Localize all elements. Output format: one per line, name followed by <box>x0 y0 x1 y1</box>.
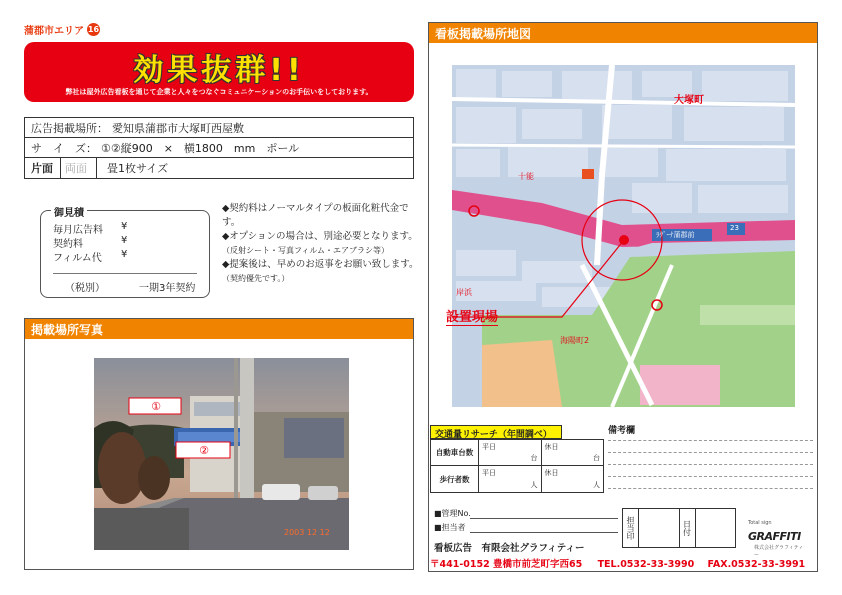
map-route-number: 23 <box>730 224 739 232</box>
row-label: 歩行者数 <box>431 466 479 492</box>
date-field[interactable] <box>696 509 736 547</box>
map-label-jujo: 十能 <box>518 172 534 181</box>
estimate-value: ¥ <box>121 221 128 232</box>
note-3: ◆提案後は、早めのお返事をお願い致します。 <box>222 259 419 270</box>
remarks-title: 備考欄 <box>608 426 636 436</box>
traffic-research <box>428 425 602 493</box>
person-in-charge-line <box>470 532 618 533</box>
estimate-row <box>53 235 127 250</box>
remarks-line <box>608 464 813 465</box>
photo-marker-1: ① <box>151 400 161 413</box>
note-2-detail: （反射シート・写真フィルム・エアブラシ等） <box>222 246 390 255</box>
estimate-title: 御見積 <box>51 204 87 219</box>
unit-label: 台 <box>530 454 538 462</box>
unit-label: 台 <box>593 454 600 462</box>
location-row <box>25 118 413 138</box>
headline-banner <box>24 42 414 102</box>
note-1: ◆契約料はノーマルタイプの板面化粧代金です。 <box>222 203 409 228</box>
manager-no-label: ■管理No. <box>434 509 471 518</box>
logo-tagline: Total sign <box>748 520 772 526</box>
banner-subtitle: 弊社は屋外広告看板を通じて企業と人々をつなぐコミュニケーションのお手伝いをしております。 <box>65 88 373 96</box>
estimate-footer <box>65 279 195 294</box>
location-value: 愛知県蒲郡市大塚町西屋敷 <box>112 121 244 135</box>
map-section-title: 看板掲載場所地図 <box>429 23 817 43</box>
remarks-line <box>608 476 813 477</box>
person-in-charge-label: ■担当者 <box>434 523 466 532</box>
notes <box>222 202 422 286</box>
company-name: 看板広告 有限会社グラフィティー <box>434 543 585 554</box>
company-address: 〒441-0152 豊橋市前芝町字西65 <box>430 559 583 570</box>
location-label: 広告掲載場所： <box>31 121 108 135</box>
manager-no-line <box>470 518 618 519</box>
side-double: 両面 <box>61 158 97 178</box>
holiday-cell <box>542 440 604 465</box>
estimate-row <box>53 249 127 264</box>
logo-japanese: 株式会社グラフィティー <box>754 545 804 558</box>
weekday-cell <box>479 440 542 465</box>
map-label-town: 大塚町 <box>674 95 704 106</box>
location-map <box>452 65 795 407</box>
divider <box>53 273 197 274</box>
logo-wordmark: GRAFFITI <box>748 530 801 543</box>
remarks-line <box>608 452 813 453</box>
tax-note: （税別） <box>65 283 105 294</box>
company-tel: TEL.0532-33-3990 <box>597 559 695 570</box>
research-table <box>430 439 604 493</box>
photo-section-title: 掲載場所写真 <box>25 319 413 339</box>
area-title-text: 蒲郡市エリア <box>24 26 84 37</box>
map-label-kaiyo: 海陽町2 <box>560 336 590 345</box>
photo-marker-2: ② <box>199 444 209 457</box>
note-3-detail: （契約優先です。） <box>222 274 290 283</box>
remarks-line <box>608 440 813 441</box>
estimate-value: ¥ <box>121 249 128 260</box>
date-label: 日付 <box>680 509 696 547</box>
company-contact <box>430 556 805 570</box>
setting-site-label: 設置現場 <box>446 306 498 326</box>
table-row <box>431 440 603 466</box>
weekday-label: 平日 <box>482 443 496 451</box>
photo-date-stamp: 2003 12 12 <box>284 528 330 537</box>
weekday-label: 平日 <box>482 469 496 477</box>
company-logo <box>748 520 808 558</box>
company-fax: FAX.0532-33-3991 <box>707 559 806 570</box>
estimate-label: フィルム代 <box>53 253 102 264</box>
contract-term: 一期3年契約 <box>139 283 196 294</box>
holiday-label: 休日 <box>544 469 559 477</box>
estimate-value: ¥ <box>121 235 128 246</box>
map-label-station: ﾗｸﾞｰﾅ蒲郡前 <box>656 231 695 239</box>
weekday-cell <box>479 466 542 492</box>
research-title: 交通量リサーチ（年間調べ） <box>430 425 562 439</box>
holiday-cell <box>542 466 604 492</box>
estimate-label: 毎月広告料 <box>53 225 103 236</box>
side-value: 畳1枚サイズ <box>107 162 169 175</box>
side-row <box>25 158 413 178</box>
site-photo <box>94 358 349 550</box>
area-number-badge: 16 <box>87 25 100 34</box>
size-label: サ イ ズ： <box>31 141 97 155</box>
estimate-label: 契約料 <box>53 239 83 250</box>
table-row <box>431 466 603 492</box>
stamp-box <box>622 508 736 548</box>
side-single: 片面 <box>25 158 61 178</box>
estimate-row <box>53 221 127 236</box>
unit-label: 人 <box>593 481 600 489</box>
area-title <box>24 22 100 37</box>
row-label: 自動車台数 <box>431 440 479 465</box>
size-value: ①②縦900 × 横1800 mm ポール <box>101 141 300 155</box>
remarks-line <box>608 488 813 489</box>
size-row <box>25 138 413 158</box>
stamp-label: 担当印 <box>623 509 639 547</box>
holiday-label: 休日 <box>544 443 559 451</box>
map-label-kishin: 岸浜 <box>456 288 472 297</box>
unit-label: 人 <box>530 481 538 489</box>
stamp-field[interactable] <box>639 509 680 547</box>
info-table <box>24 117 414 179</box>
estimate-box <box>40 210 210 298</box>
banner-title: 効果抜群!! <box>133 53 305 88</box>
note-2: ◆オプションの場合は、別途必要となります。 <box>222 231 418 242</box>
